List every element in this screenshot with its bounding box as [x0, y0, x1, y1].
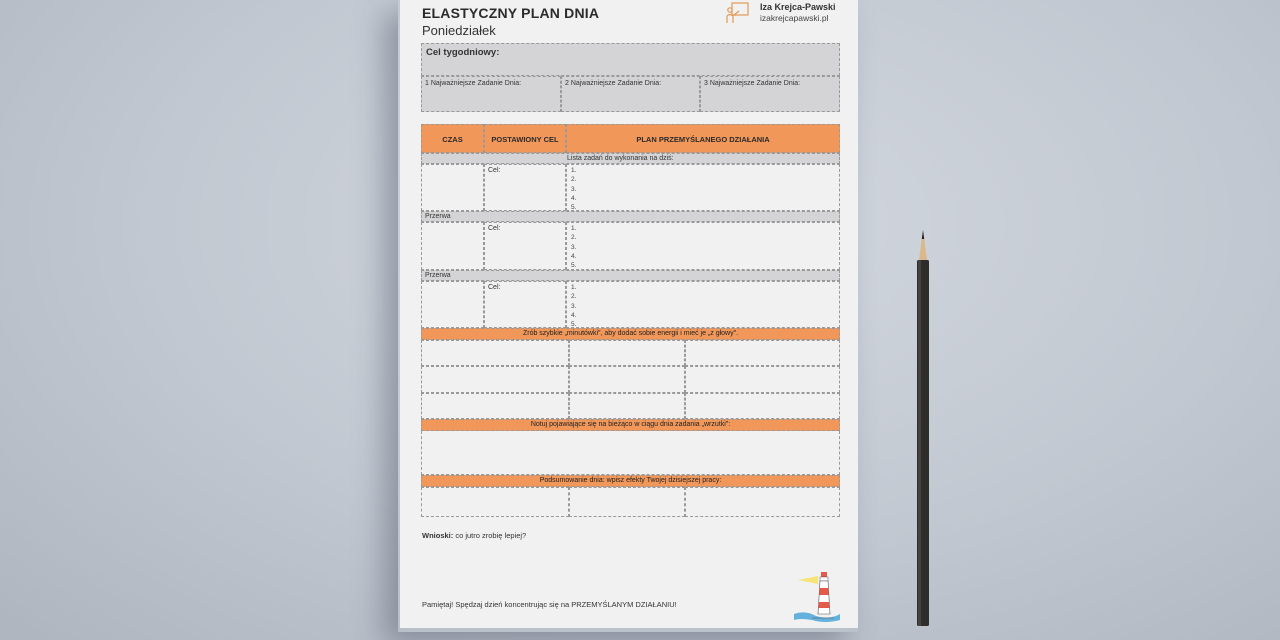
header-time-label: CZAS — [442, 135, 463, 144]
goal-cell-1[interactable] — [484, 164, 566, 211]
page-subtitle: Poniedziałek — [422, 23, 496, 38]
summary-cell[interactable] — [685, 487, 840, 517]
minutes-cell[interactable] — [685, 393, 840, 419]
plan-cell-1-numbers: 1. 2. 3. 4. 5. — [571, 167, 577, 212]
top-task-1-label: 1 Najważniejsze Zadanie Dnia: — [425, 80, 522, 87]
plan-cell-2-numbers: 1. 2. 3. 4. 5. — [571, 225, 577, 270]
weekly-goal-label: Cel tygodniowy: — [426, 47, 500, 58]
minutes-cell[interactable] — [569, 366, 685, 393]
break-band-1 — [421, 211, 840, 222]
goal-cell-3[interactable] — [484, 281, 566, 328]
planner-sheet — [400, 0, 858, 628]
summary-cell[interactable] — [421, 487, 569, 517]
interruptions-area[interactable] — [421, 431, 840, 475]
conclusions-line — [422, 531, 526, 540]
top-task-1-box[interactable] — [421, 76, 561, 112]
summary-cell[interactable] — [569, 487, 685, 517]
header-plan — [566, 124, 840, 153]
task-list-band — [421, 153, 840, 164]
brand-url: izakrejcapawski.pl — [760, 13, 829, 23]
break-label-1: Przerwa — [425, 213, 451, 220]
summary-band — [421, 475, 840, 487]
minutes-cell[interactable] — [685, 366, 840, 393]
plan-cell-3-numbers: 1. 2. 3. 4. 5. — [571, 284, 577, 329]
minutes-band — [421, 328, 840, 340]
minutes-cell[interactable] — [421, 393, 569, 419]
time-cell-1[interactable] — [421, 164, 484, 211]
minutes-label: Zrób szybkie „minutówki", aby dodać sobie energii i mieć je „z głowy". — [522, 330, 739, 337]
top-task-2-box[interactable] — [561, 76, 700, 112]
minutes-cell[interactable] — [569, 393, 685, 419]
time-cell-2[interactable] — [421, 222, 484, 270]
task-list-label: Lista zadań do wykonania na dziś: — [567, 155, 674, 162]
top-task-3-box[interactable] — [700, 76, 840, 112]
minutes-cell[interactable] — [569, 340, 685, 366]
goal-cell-1-label: Cel: — [488, 167, 501, 174]
goal-cell-3-label: Cel: — [488, 284, 501, 291]
header-goal-label: POSTAWIONY CEL — [491, 135, 559, 144]
plan-cell-2[interactable] — [566, 222, 840, 270]
minutes-cell[interactable] — [685, 340, 840, 366]
goal-cell-2[interactable] — [484, 222, 566, 270]
break-label-2: Przerwa — [425, 272, 451, 279]
pencil-decor — [913, 230, 933, 630]
top-task-3-label: 3 Najważniejsze Zadanie Dnia: — [704, 80, 801, 87]
minutes-cell[interactable] — [421, 340, 569, 366]
goal-cell-2-label: Cel: — [488, 225, 501, 232]
header-time — [421, 124, 484, 153]
lighthouse-icon — [790, 570, 850, 628]
time-cell-3[interactable] — [421, 281, 484, 328]
top-task-2-label: 2 Najważniejsze Zadanie Dnia: — [565, 80, 662, 87]
conclusions-label: Wnioski: — [422, 531, 454, 540]
minutes-cell[interactable] — [421, 366, 569, 393]
interruptions-label: Notuj pojawiające się na bieżąco w ciągu dnia zadania „wrzutki": — [530, 421, 731, 428]
reminder-text: Pamiętaj! Spędzaj dzień koncentrując się na PRZEMYŚLANYM DZIAŁANIU! — [422, 600, 677, 609]
weekly-goal-box[interactable] — [421, 43, 840, 76]
plan-cell-1[interactable] — [566, 164, 840, 211]
conclusions-text: co jutro zrobię lepiej? — [453, 531, 527, 540]
break-band-2 — [421, 270, 840, 281]
header-plan-label: PLAN PRZEMYŚLANEGO DZIAŁANIA — [636, 135, 770, 144]
teacher-board-icon — [726, 1, 750, 25]
header-goal — [484, 124, 566, 153]
brand-name: Iza Krejca-Pawski — [760, 2, 836, 12]
interruptions-band — [421, 419, 840, 431]
plan-cell-3[interactable] — [566, 281, 840, 328]
summary-label: Podsumowanie dnia: wpisz efekty Twojej dzisiejszej pracy: — [539, 477, 722, 484]
page-title: ELASTYCZNY PLAN DNIA — [422, 5, 600, 21]
